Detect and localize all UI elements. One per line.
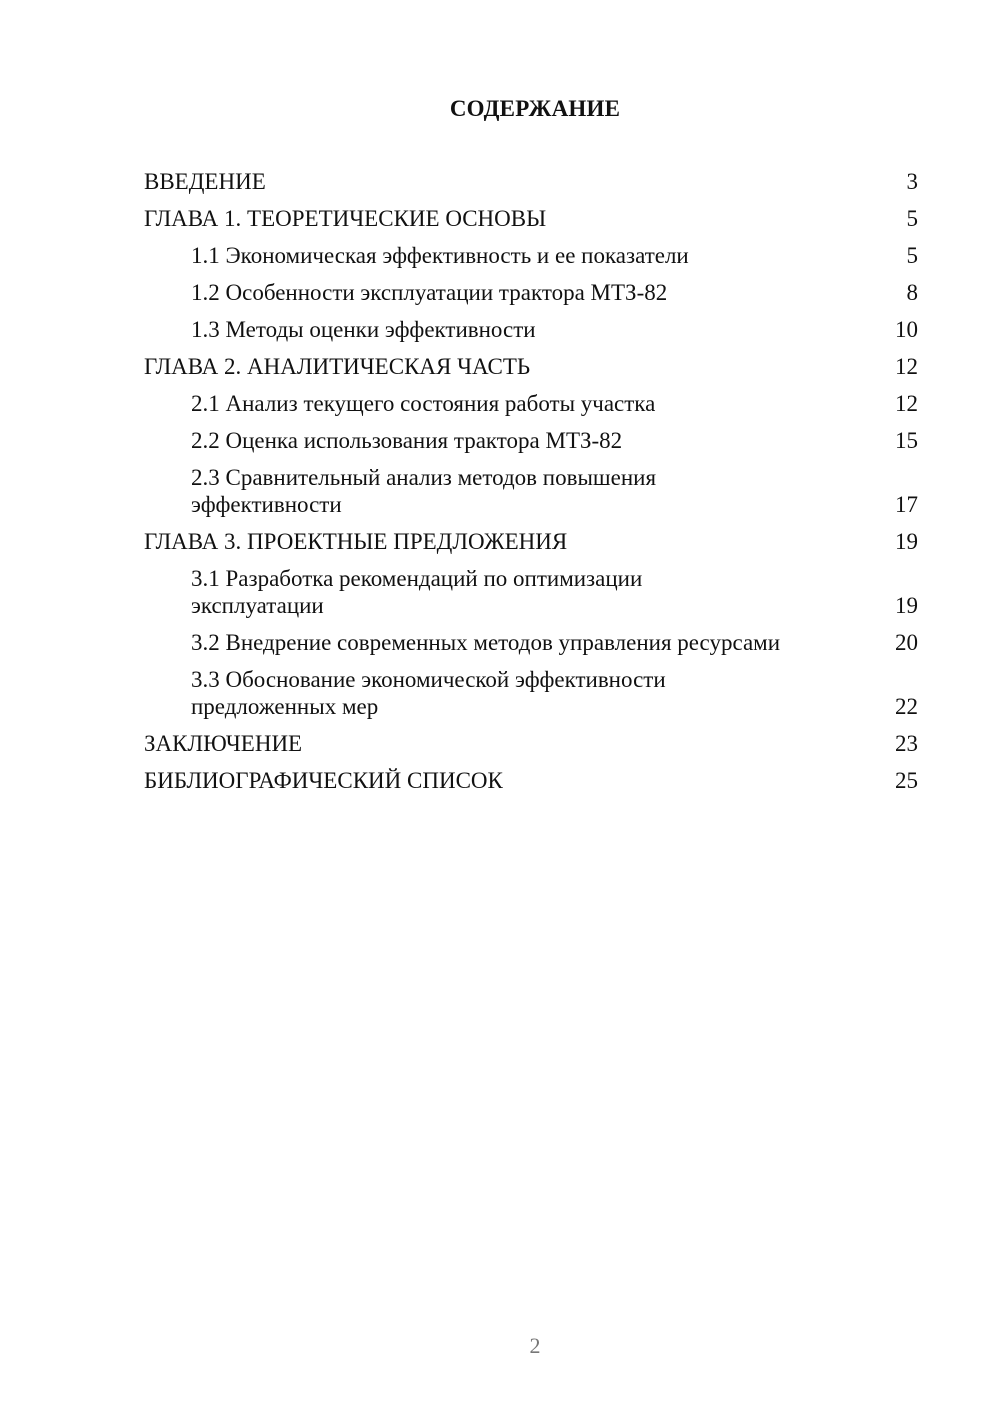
toc-entry-label: 2.3 Сравнительный анализ методов повышения эффективности (191, 465, 657, 517)
toc-entry (144, 168, 918, 195)
toc-entry (144, 629, 918, 656)
toc-entry-page: 15 (895, 428, 918, 453)
toc-entry-label: ЗАКЛЮЧЕНИЕ (144, 731, 303, 756)
toc-entry-label: ГЛАВА 3. ПРОЕКТНЫЕ ПРЕДЛОЖЕНИЯ (144, 529, 568, 554)
toc-entry (144, 464, 918, 518)
toc-entry-page: 5 (906, 206, 918, 231)
toc-entry-label: 1.1 Экономическая эффективность и ее показатели (191, 243, 689, 268)
toc-entry-page: 12 (895, 354, 918, 379)
toc-entry-page: 5 (906, 243, 918, 268)
toc-entry-page: 19 (895, 529, 918, 554)
toc-entry-label: 3.2 Внедрение современных методов управления ресурсами (191, 630, 781, 655)
toc-entry-page: 22 (895, 694, 918, 719)
toc-entry (144, 666, 918, 720)
toc-entry-label: 3.1 Разработка рекомендаций по оптимизации эксплуатации (191, 566, 643, 618)
toc-entry-page: 23 (895, 731, 918, 756)
toc-entry (144, 353, 918, 380)
toc-entry-label: 1.3 Методы оценки эффективности (191, 317, 536, 342)
toc-entry-label: 1.2 Особенности эксплуатации трактора МТЗ-82 (191, 280, 668, 305)
toc-entry-label: 2.1 Анализ текущего состояния работы участка (191, 391, 656, 416)
toc-entry-label: ГЛАВА 2. АНАЛИТИЧЕСКАЯ ЧАСТЬ (144, 354, 531, 379)
toc-entry-page: 12 (895, 391, 918, 416)
toc-entry (144, 427, 918, 454)
toc-entry-page: 8 (906, 280, 918, 305)
toc-entry-page: 10 (895, 317, 918, 342)
page-number: 2 (529, 1333, 541, 1358)
toc-entry (144, 730, 918, 757)
toc-entry (144, 205, 918, 232)
toc-entry (144, 242, 918, 269)
toc-entry-page: 17 (895, 492, 918, 517)
toc-entry-label: ВВЕДЕНИЕ (144, 169, 266, 194)
toc-entry-label: 2.2 Оценка использования трактора МТЗ-82 (191, 428, 623, 453)
toc-entry-label: БИБЛИОГРАФИЧЕСКИЙ СПИСОК (144, 768, 503, 793)
toc-title: СОДЕРЖАНИЕ (449, 96, 621, 121)
toc-entry-page: 20 (895, 630, 918, 655)
toc-entry-page: 25 (895, 768, 918, 793)
toc-entry (144, 316, 918, 343)
table-of-contents (144, 168, 918, 804)
toc-entry-label: 3.3 Обоснование экономической эффективности предложенных мер (191, 667, 666, 719)
toc-entry-page: 19 (895, 593, 918, 618)
toc-entry-page: 3 (906, 169, 918, 194)
toc-entry (144, 767, 918, 794)
toc-entry-label: ГЛАВА 1. ТЕОРЕТИЧЕСКИЕ ОСНОВЫ (144, 206, 547, 231)
toc-entry (144, 528, 918, 555)
toc-entry (144, 390, 918, 417)
toc-entry (144, 279, 918, 306)
toc-entry (144, 565, 918, 619)
